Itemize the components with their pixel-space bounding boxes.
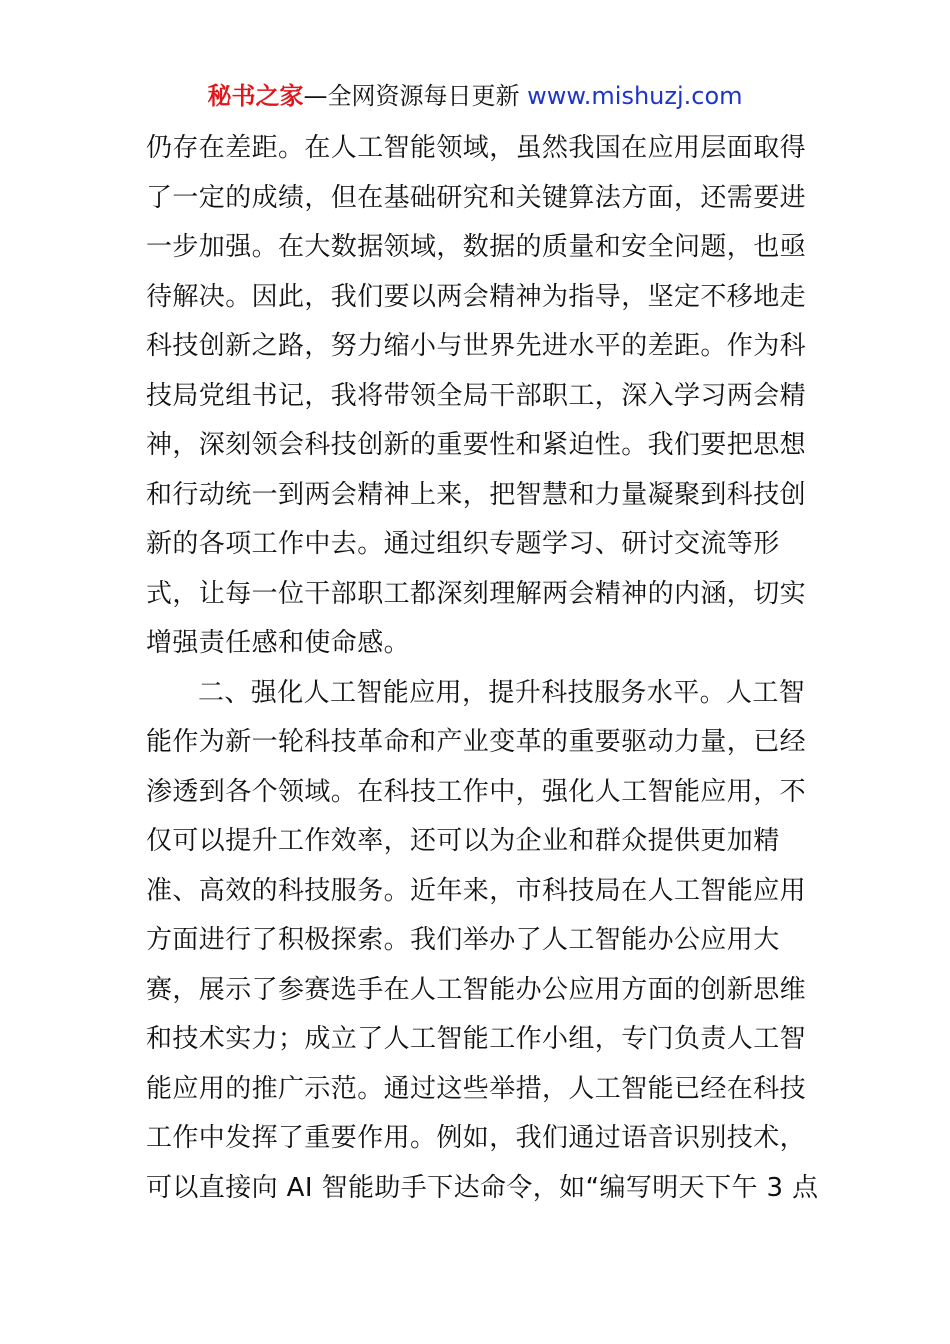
text-line: 新的各项工作中去。通过组织专题学习、研讨交流等形 [146,529,780,559]
text-line: 准、高效的科技服务。近年来，市科技局在人工智能应用 [146,875,807,906]
text-line: 和技术实力；成立了人工智能工作小组，专门负责人工智 [146,1024,807,1054]
text-line: 科技创新之路，努力缩小与世界先进水平的差距。作为科 [146,331,807,361]
text-line: 了一定的成绩，但在基础研究和关键算法方面，还需要进 [146,182,807,213]
text-line: 和行动统一到两会精神上来，把智慧和力量凝聚到科技创 [146,479,807,510]
section-heading-line: 二、强化人工智能应用，提升科技服务水平。人工智 [198,677,806,708]
text-line: 一步加强。在大数据领域，数据的质量和安全问题，也亟 [146,232,807,262]
text-line: 待解决。因此，我们要以两会精神为指导，坚定不移地走 [146,281,807,312]
text-line: 渗透到各个领域。在科技工作中，强化人工智能应用，不 [146,776,807,807]
site-brand: 秘书之家 [207,82,304,110]
document-body [146,124,819,1213]
text-line: 方面进行了积极探索。我们举办了人工智能办公应用大 [146,925,780,955]
text-line: 仅可以提升工作效率，还可以为企业和群众提供更加精 [146,826,780,856]
text-line: 赛，展示了参赛选手在人工智能办公应用方面的创新思维 [146,974,807,1005]
text-line: 仍存在差距。在人工智能领域，虽然我国在应用层面取得 [146,133,807,163]
text-line: 神，深刻领会科技创新的重要性和紧迫性。我们要把思想 [146,430,807,460]
site-tagline: —全网资源每日更新 [303,82,520,110]
text-line: 可以直接向 AI 智能助手下达命令，如“编写明天下午 3 点 [146,1172,819,1203]
text-line: 式，让每一位干部职工都深刻理解两会精神的内涵，切实 [146,578,807,609]
text-line: 工作中发挥了重要作用。例如，我们通过语音识别技术， [146,1123,807,1153]
text-line: 增强责任感和使命感。 [146,628,411,658]
site-header [0,80,950,112]
site-url-link[interactable]: www.mishuzj.com [527,82,743,110]
text-line: 能应用的推广示范。通过这些举措，人工智能已经在科技 [146,1073,807,1104]
text-line: 能作为新一轮科技革命和产业变革的重要驱动力量，已经 [146,727,807,757]
text-line: 技局党组书记，我将带领全局干部职工，深入学习两会精 [146,380,807,411]
